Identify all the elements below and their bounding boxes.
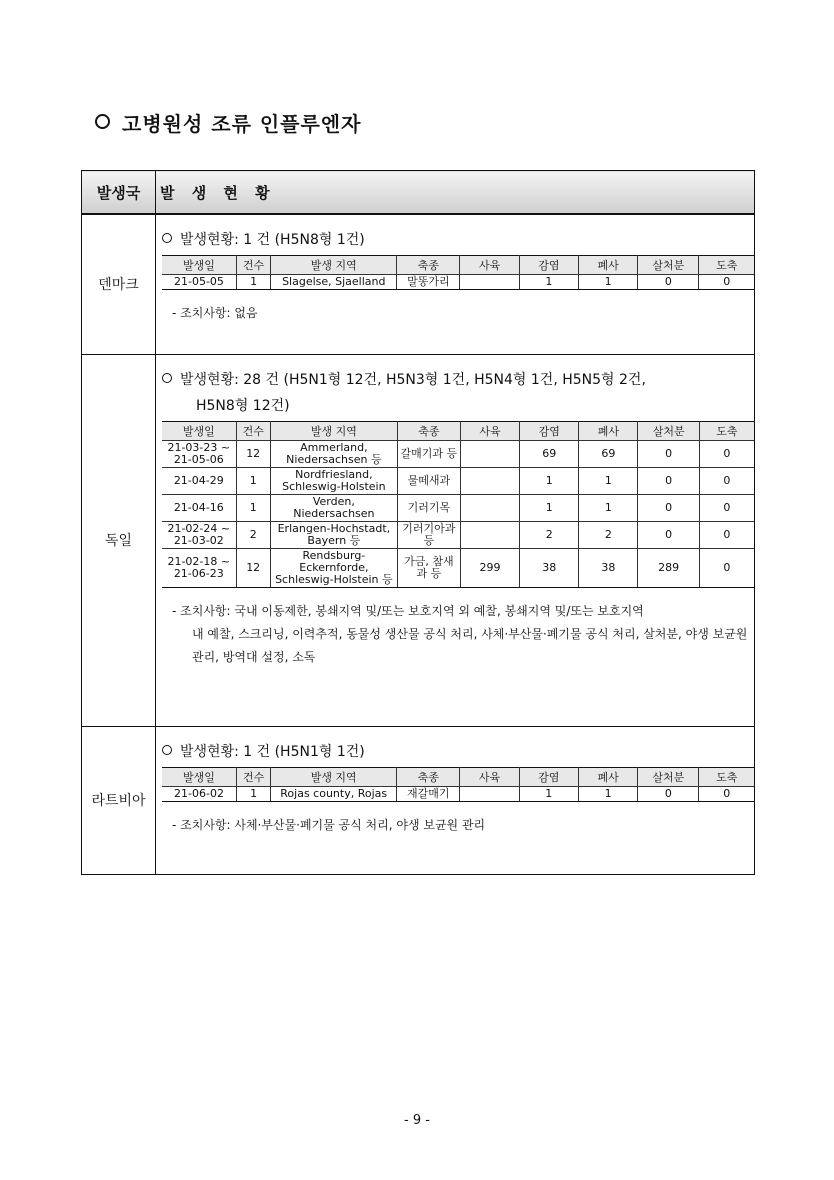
- column-header: 살처분: [638, 421, 699, 440]
- case-row: [162, 786, 754, 801]
- column-header: 발생 지역: [271, 256, 397, 275]
- header-status: 발 생 현 황: [156, 171, 755, 215]
- column-header: 폐사: [578, 767, 637, 786]
- case-infected: 69: [520, 440, 579, 467]
- section-content: [156, 726, 755, 874]
- case-count: 1: [236, 494, 270, 521]
- case-row: [162, 548, 754, 587]
- outbreak-table: [81, 170, 755, 875]
- case-table: [162, 255, 754, 290]
- country-label: 덴마크: [82, 214, 156, 354]
- action-line: - 조치사항: 국내 이동제한, 봉쇄지역 및/또는 보호지역 외 예찰, 봉쇄지역 및/또는 보호지역: [172, 603, 644, 618]
- section-denmark: [82, 214, 755, 354]
- case-region: Rendsburg-Eckernforde, Schleswig-Holstein 등: [270, 548, 397, 587]
- case-row: [162, 275, 754, 290]
- case-infected: 2: [520, 521, 579, 548]
- outbreak-table-header: [82, 171, 755, 215]
- case-species: 재갈매기: [397, 786, 460, 801]
- case-slaughtered: 0: [699, 494, 754, 521]
- case-count: 2: [236, 521, 270, 548]
- case-raised: [460, 440, 519, 467]
- column-header: 사육: [460, 767, 519, 786]
- column-header: 도축: [699, 256, 754, 275]
- case-culled: 0: [638, 786, 699, 801]
- case-culled: 0: [638, 521, 699, 548]
- column-header: 축종: [397, 767, 460, 786]
- case-region: Verden, Niedersachsen: [270, 494, 397, 521]
- header-country: 발생국: [82, 171, 156, 215]
- case-raised: 299: [460, 548, 519, 587]
- case-dead: 1: [579, 275, 638, 290]
- case-slaughtered: 0: [699, 275, 754, 290]
- page-title: [95, 108, 361, 137]
- case-date: 21-04-16: [162, 494, 236, 521]
- case-species: 기러기목: [397, 494, 460, 521]
- case-count: 1: [236, 467, 270, 494]
- case-row: [162, 467, 754, 494]
- country-label: 라트비아: [82, 726, 156, 874]
- case-culled: 0: [638, 440, 699, 467]
- status-line: 발생현황: 1 건 (H5N8형 1건): [162, 227, 754, 253]
- circle-bullet-icon: [162, 233, 172, 243]
- column-header: 살처분: [638, 256, 699, 275]
- case-slaughtered: 0: [699, 467, 754, 494]
- case-dead: 1: [579, 467, 638, 494]
- case-count: 12: [236, 440, 270, 467]
- status-summary: [162, 367, 754, 419]
- case-raised: [460, 786, 519, 801]
- case-infected: 1: [519, 275, 578, 290]
- case-count: 1: [236, 275, 270, 290]
- case-slaughtered: 0: [699, 521, 754, 548]
- circle-bullet-icon: [162, 373, 172, 383]
- case-row: [162, 440, 754, 467]
- case-culled: 0: [638, 467, 699, 494]
- case-culled: 0: [638, 494, 699, 521]
- case-species: 갈매기과 등: [397, 440, 460, 467]
- case-date: 21-04-29: [162, 467, 236, 494]
- case-region: Rojas county, Rojas: [271, 786, 397, 801]
- column-header: 발생일: [162, 256, 236, 275]
- column-header: 건수: [236, 767, 270, 786]
- case-count: 12: [236, 548, 270, 587]
- column-header: 발생 지역: [270, 421, 397, 440]
- column-header: 폐사: [579, 421, 638, 440]
- case-dead: 38: [579, 548, 638, 587]
- column-header: 폐사: [579, 256, 638, 275]
- action-line: - 조치사항: 없음: [172, 306, 258, 320]
- case-species: 물떼새과: [397, 467, 460, 494]
- column-header: 발생 지역: [271, 767, 397, 786]
- column-header: 발생일: [162, 421, 236, 440]
- case-table-header: [162, 767, 754, 786]
- case-raised: [460, 467, 519, 494]
- case-table: [162, 767, 754, 802]
- case-region: Erlangen-Hochstadt, Bayern 등: [270, 521, 397, 548]
- column-header: 감염: [519, 767, 578, 786]
- status-summary: [162, 739, 754, 765]
- case-row: [162, 521, 754, 548]
- status-line-continued: H5N8형 12건): [196, 397, 290, 414]
- case-infected: 1: [519, 786, 578, 801]
- case-raised: [460, 275, 519, 290]
- case-table-header: [162, 256, 754, 275]
- case-raised: [460, 521, 519, 548]
- case-infected: 38: [520, 548, 579, 587]
- section-content: [156, 354, 755, 726]
- case-dead: 1: [578, 786, 637, 801]
- case-table: [162, 421, 754, 588]
- case-region: Slagelse, Sjaelland: [271, 275, 397, 290]
- column-header: 건수: [236, 421, 270, 440]
- column-header: 축종: [397, 421, 460, 440]
- case-infected: 1: [520, 467, 579, 494]
- case-date: 21-06-02: [162, 786, 236, 801]
- case-date: 21-05-05: [162, 275, 236, 290]
- status-line: 발생현황: 1 건 (H5N1형 1건): [162, 739, 754, 765]
- column-header: 감염: [519, 256, 578, 275]
- case-date: 21-02-24 ~ 21-03-02: [162, 521, 236, 548]
- case-species: 기러기아과 등: [397, 521, 460, 548]
- page-number: - 9 -: [404, 1113, 430, 1128]
- case-slaughtered: 0: [699, 786, 754, 801]
- case-row: [162, 494, 754, 521]
- page-title-text: 고병원성 조류 인플루엔자: [122, 112, 362, 136]
- case-dead: 69: [579, 440, 638, 467]
- action-taken: [172, 302, 754, 325]
- case-count: 1: [236, 786, 270, 801]
- action-taken: [172, 600, 754, 669]
- section-germany: [82, 354, 755, 726]
- case-region: Nordfriesland, Schleswig-Holstein: [270, 467, 397, 494]
- column-header: 축종: [397, 256, 460, 275]
- action-line-continued: 내 예찰, 스크리닝, 이력추적, 동물성 생산물 공식 처리, 사체·부산물·폐기물 공식 처리, 살처분, 야생 보균원 관리, 방역대 설정, 소독: [192, 626, 748, 664]
- column-header: 건수: [236, 256, 270, 275]
- case-date: 21-03-23 ~ 21-05-06: [162, 440, 236, 467]
- case-raised: [460, 494, 519, 521]
- column-header: 발생일: [162, 767, 236, 786]
- country-label: 독일: [82, 354, 156, 726]
- case-slaughtered: 0: [699, 440, 754, 467]
- case-date: 21-02-18 ~ 21-06-23: [162, 548, 236, 587]
- status-summary: [162, 227, 754, 253]
- case-dead: 1: [579, 494, 638, 521]
- case-infected: 1: [520, 494, 579, 521]
- column-header: 사육: [460, 421, 519, 440]
- column-header: 사육: [460, 256, 519, 275]
- section-content: [156, 214, 755, 354]
- case-slaughtered: 0: [699, 548, 754, 587]
- column-header: 도축: [699, 767, 754, 786]
- case-region: Ammerland, Niedersachsen 등: [270, 440, 397, 467]
- action-line: - 조치사항: 사체·부산물·폐기물 공식 처리, 야생 보균원 관리: [172, 817, 486, 832]
- case-table-header: [162, 421, 754, 440]
- case-species: 가금, 참새과 등: [397, 548, 460, 587]
- case-culled: 0: [638, 275, 699, 290]
- action-taken: [172, 814, 754, 837]
- column-header: 감염: [520, 421, 579, 440]
- column-header: 도축: [699, 421, 754, 440]
- case-species: 말똥가리: [397, 275, 460, 290]
- column-header: 살처분: [638, 767, 699, 786]
- section-latvia: [82, 726, 755, 874]
- circle-bullet-icon: [95, 114, 110, 129]
- case-culled: 289: [638, 548, 699, 587]
- status-line: 발생현황: 28 건 (H5N1형 12건, H5N3형 1건, H5N4형 1건, H5N5형 2건,: [162, 367, 754, 393]
- case-dead: 2: [579, 521, 638, 548]
- circle-bullet-icon: [162, 745, 172, 755]
